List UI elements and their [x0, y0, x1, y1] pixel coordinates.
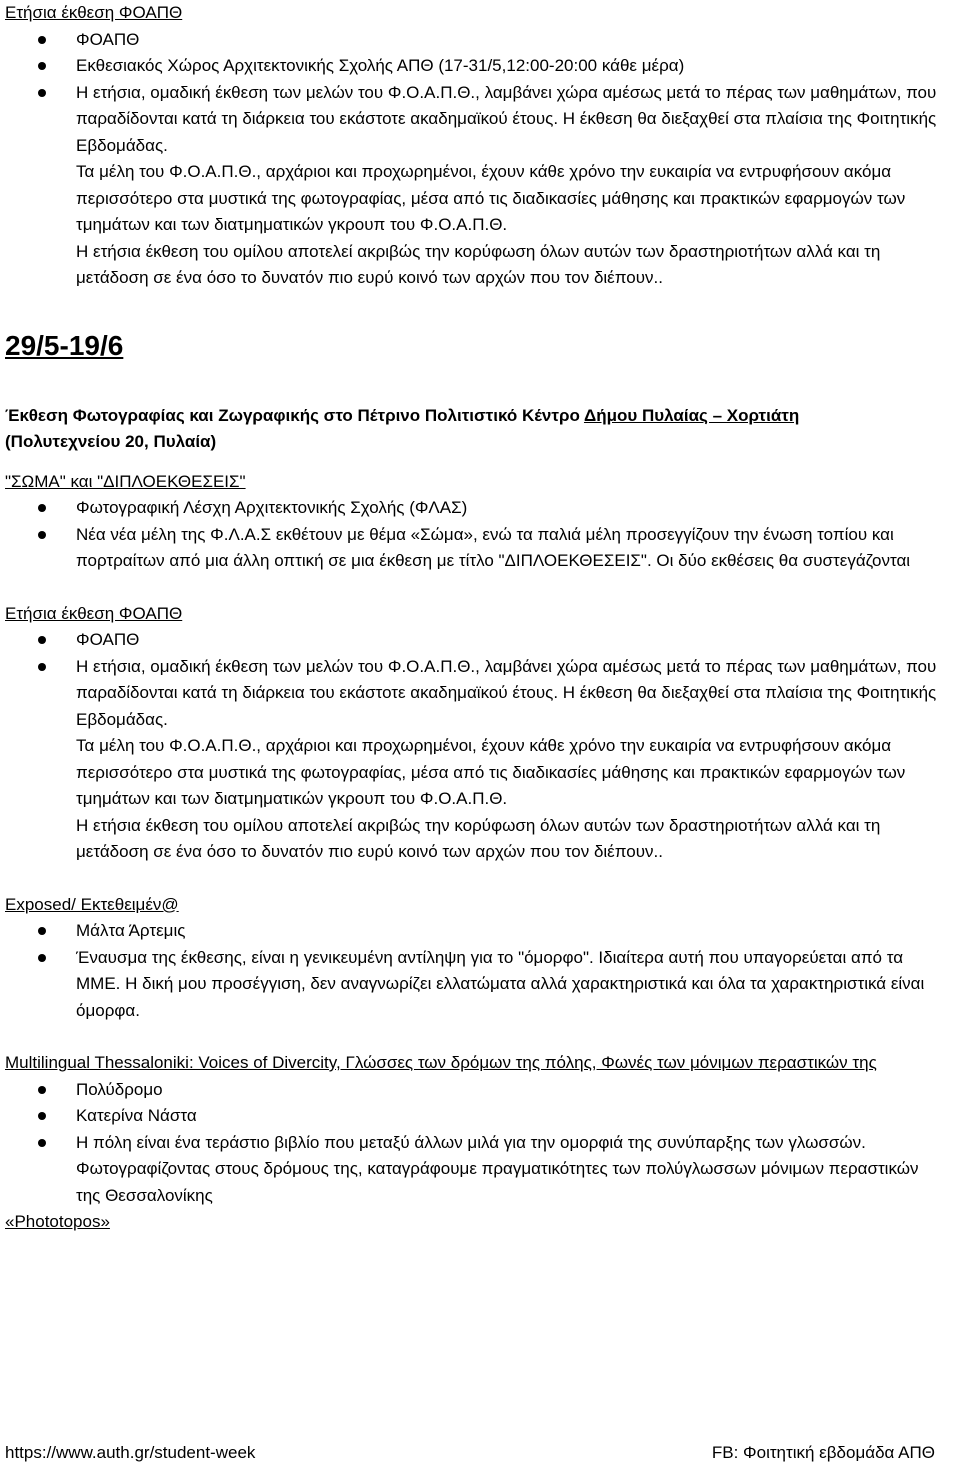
paragraph: Η ετήσια έκθεση του ομίλου αποτελεί ακριβώς την κορύφωση όλων αυτών των δραστηριοτήτων αλλά και τη μετάδοση σε ένα όσο το δυνατόν πιο ευρύ κοινό των αρχών που τον διέπουν.. — [76, 815, 881, 861]
section-heading: Exposed/ Εκτεθειμέν@ — [5, 894, 179, 914]
list-item: Μάλτα Άρτεμις — [5, 918, 940, 945]
exhibition-title-text: Έκθεση Φωτογραφίας και Ζωγραφικής στο Πέτρινο Πολιτιστικό Κέντρο — [5, 405, 584, 425]
list-item: Κατερίνα Νάστα — [5, 1103, 940, 1130]
list-item: Η ετήσια, ομαδική έκθεση των μελών του Φ.Ο.Α.Π.Θ., λαμβάνει χώρα αμέσως μετά το πέρας των μαθημάτων, που παραδίδονται κατά τη διάρκεια του εκάστοτε ακαδημαϊκού έτους. Η έκθεση θα διεξαχθεί στα πλαίσια της Φοιτητικής Εβδομάδας. — [5, 80, 940, 160]
exhibition-title-underlined: Δήμου Πυλαίας – Χορτιάτη — [583, 405, 800, 425]
exhibition-title — [5, 403, 940, 430]
bullet-list — [5, 495, 940, 575]
list-item: Η ετήσια, ομαδική έκθεση των μελών του Φ.Ο.Α.Π.Θ., λαμβάνει χώρα αμέσως μετά το πέρας των μαθημάτων, που παραδίδονται κατά τη διάρκεια του εκάστοτε ακαδημαϊκού έτους. Η έκθεση θα διεξαχθεί στα πλαίσια της Φοιτητικής Εβδομάδας. — [5, 654, 940, 734]
section-heading: "ΣΩΜΑ" και "ΔΙΠΛΟΕΚΘΕΣΕΙΣ" — [5, 471, 246, 491]
list-item: Πολύδρομο — [5, 1077, 940, 1104]
list-item: ΦΟΑΠΘ — [5, 627, 940, 654]
list-item: Η πόλη είναι ένα τεράστιο βιβλίο που μεταξύ άλλων μιλά για την ομορφιά της συνύπαρξης των γλωσσών. Φωτογραφίζοντας στους δρόμους της, καταγράφουμε πραγματικότητες των πολύγλωσσων μόνιμων περαστικών της Θεσσαλονίκης — [5, 1130, 940, 1210]
section-heading: Multilingual Thessaloniki: Voices of Divercity, Γλώσσες των δρόμων της πόλης, Φωνές των μόνιμων περαστικών της — [5, 1053, 877, 1072]
bullet-list — [5, 627, 940, 733]
list-item: Εκθεσιακός Χώρος Αρχιτεκτονικής Σχολής ΑΠΘ (17-31/5,12:00-20:00 κάθε μέρα) — [5, 53, 940, 80]
section-heading: «Phototopos» — [5, 1212, 110, 1231]
bullet-list — [5, 27, 940, 160]
page-footer — [5, 1440, 935, 1467]
list-item: Νέα νέα μέλη της Φ.Λ.Α.Σ εκθέτουν με θέμα «Σώμα», ενώ τα παλιά μέλη προσεγγίζουν την ένωση τοπίου και πορτραίτων από μια άλλη οπτική σε μια έκθεση με τίτλο "ΔΙΠΛΟΕΚΘΕΣΕΙΣ". Οι δύο εκθέσεις θα συστεγάζονται — [5, 522, 940, 575]
exhibition-address: (Πολυτεχνείου 20, Πυλαία) — [5, 432, 217, 451]
section-heading: Ετήσια έκθεση ΦΟΑΠΘ — [5, 3, 183, 22]
paragraph: Η ετήσια έκθεση του ομίλου αποτελεί ακριβώς την κορύφωση όλων αυτών των δραστηριοτήτων αλλά και τη μετάδοση σε ένα όσο το δυνατόν πιο ευρύ κοινό των αρχών που τον διέπουν.. — [76, 241, 881, 287]
date-heading: 29/5-19/6 — [5, 329, 124, 361]
bullet-list — [5, 918, 940, 1024]
list-item: Φωτογραφική Λέσχη Αρχιτεκτονικής Σχολής (ΦΛΑΣ) — [5, 495, 940, 522]
list-item: Έναυσμα της έκθεσης, είναι η γενικευμένη αντίληψη για το "όμορφο". Ιδιαίτερα αυτή που υπαγορεύεται από τα ΜΜΕ. Η δική μου προσέγγιση, δεν αναγνωρίζει ελλατώματα αλλά χαρακτηριστικά και όλα τα χαρακτηριστικά είναι όμορφα. — [5, 945, 940, 1025]
document-page — [5, 0, 940, 1236]
paragraph: Τα μέλη του Φ.Ο.Α.Π.Θ., αρχάριοι και προχωρημένοι, έχουν κάθε χρόνο την ευκαιρία να εντρυφήσουν ακόμα περισσότερο στα μυστικά της φωτογραφίας, μέσα από τις διαδικασίες μάθησης και πρακτικών εφαρμογών των τμημάτων και των διατμηματικών γκρουπ του Φ.Ο.Α.Π.Θ. — [76, 736, 906, 808]
footer-url: https://www.auth.gr/student-week — [5, 1443, 256, 1462]
paragraph: Τα μέλη του Φ.Ο.Α.Π.Θ., αρχάριοι και προχωρημένοι, έχουν κάθε χρόνο την ευκαιρία να εντρυφήσουν ακόμα περισσότερο στα μυστικά της φωτογραφίας, μέσα από τις διαδικασίες μάθησης και πρακτικών εφαρμογών των τμημάτων και των διατμηματικών γκρουπ του Φ.Ο.Α.Π.Θ. — [76, 162, 906, 234]
bullet-list — [5, 1077, 940, 1210]
footer-facebook: FB: Φοιτητική εβδομάδα ΑΠΘ — [711, 1443, 935, 1462]
list-item: ΦΟΑΠΘ — [5, 27, 940, 54]
section-heading: Ετήσια έκθεση ΦΟΑΠΘ — [5, 603, 183, 623]
